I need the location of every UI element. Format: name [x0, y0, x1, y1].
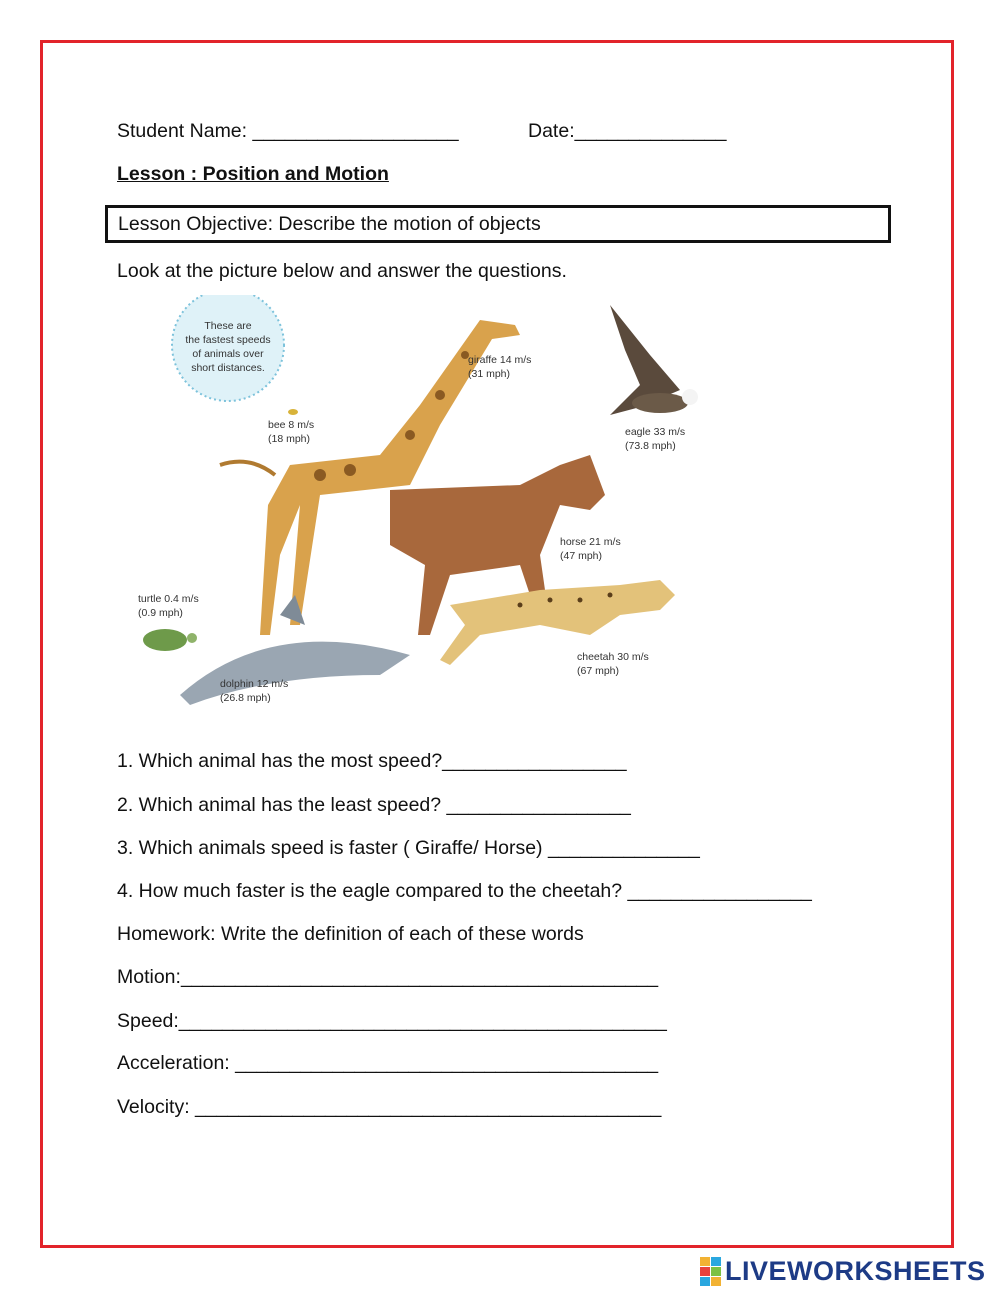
question-2: 2. Which animal has the least speed? _________________: [117, 794, 631, 816]
cheetah-speed-label: cheetah 30 m/s: [577, 651, 649, 663]
eagle-speed-label: eagle 33 m/s: [625, 426, 686, 438]
lesson-title: Lesson : Position and Motion: [117, 163, 389, 185]
note-line-2: the fastest speeds: [185, 334, 271, 346]
question-4: 4. How much faster is the eagle compared to the cheetah? _________________: [117, 880, 812, 902]
dolphin-speed-label: dolphin 12 m/s: [220, 678, 289, 690]
eagle-icon: [610, 305, 698, 415]
footer-logo: [700, 1255, 986, 1287]
bee-mph-label: (18 mph): [268, 433, 311, 445]
acceleration-definition: Acceleration: _______________________________________: [117, 1052, 659, 1074]
horse-speed-label: horse 21 m/s: [560, 536, 621, 548]
animal-speeds-illustration: [120, 295, 760, 725]
date-field: Date:______________: [528, 120, 727, 142]
note-line-4: short distances.: [191, 362, 265, 374]
note-line-1: These are: [204, 320, 252, 332]
velocity-definition: Velocity: ___________________________________________: [117, 1096, 662, 1118]
liveworksheets-logo-icon: [700, 1257, 721, 1286]
turtle-mph-label: (0.9 mph): [138, 607, 183, 619]
student-name-field: Student Name: ___________________: [117, 120, 459, 142]
question-1: 1. Which animal has the most speed?_________________: [117, 750, 627, 772]
objective-box: [105, 205, 891, 243]
instruction-text: Look at the picture below and answer the questions.: [117, 260, 567, 282]
horse-mph-label: (47 mph): [560, 550, 603, 562]
motion-definition: Motion:____________________________________________: [117, 966, 659, 988]
objective-text: Lesson Objective: Describe the motion of objects: [118, 213, 541, 235]
turtle-icon: [143, 629, 197, 651]
homework-text: Homework: Write the definition of each of these words: [117, 923, 584, 945]
bee-speed-label: bee 8 m/s: [268, 419, 315, 431]
giraffe-mph-label: (31 mph): [468, 368, 511, 380]
question-3: 3. Which animals speed is faster ( Giraffe/ Horse) ______________: [117, 837, 700, 859]
dolphin-icon: [180, 595, 410, 705]
cheetah-mph-label: (67 mph): [577, 665, 620, 677]
bee-icon: [288, 409, 298, 415]
eagle-mph-label: (73.8 mph): [625, 440, 676, 452]
brand-name: LIVEWORKSHEETS: [725, 1255, 986, 1286]
dolphin-mph-label: (26.8 mph): [220, 692, 271, 704]
speed-definition: Speed:_____________________________________________: [117, 1010, 667, 1032]
turtle-speed-label: turtle 0.4 m/s: [138, 593, 199, 605]
note-line-3: of animals over: [192, 348, 264, 360]
giraffe-speed-label: giraffe 14 m/s: [468, 354, 532, 366]
